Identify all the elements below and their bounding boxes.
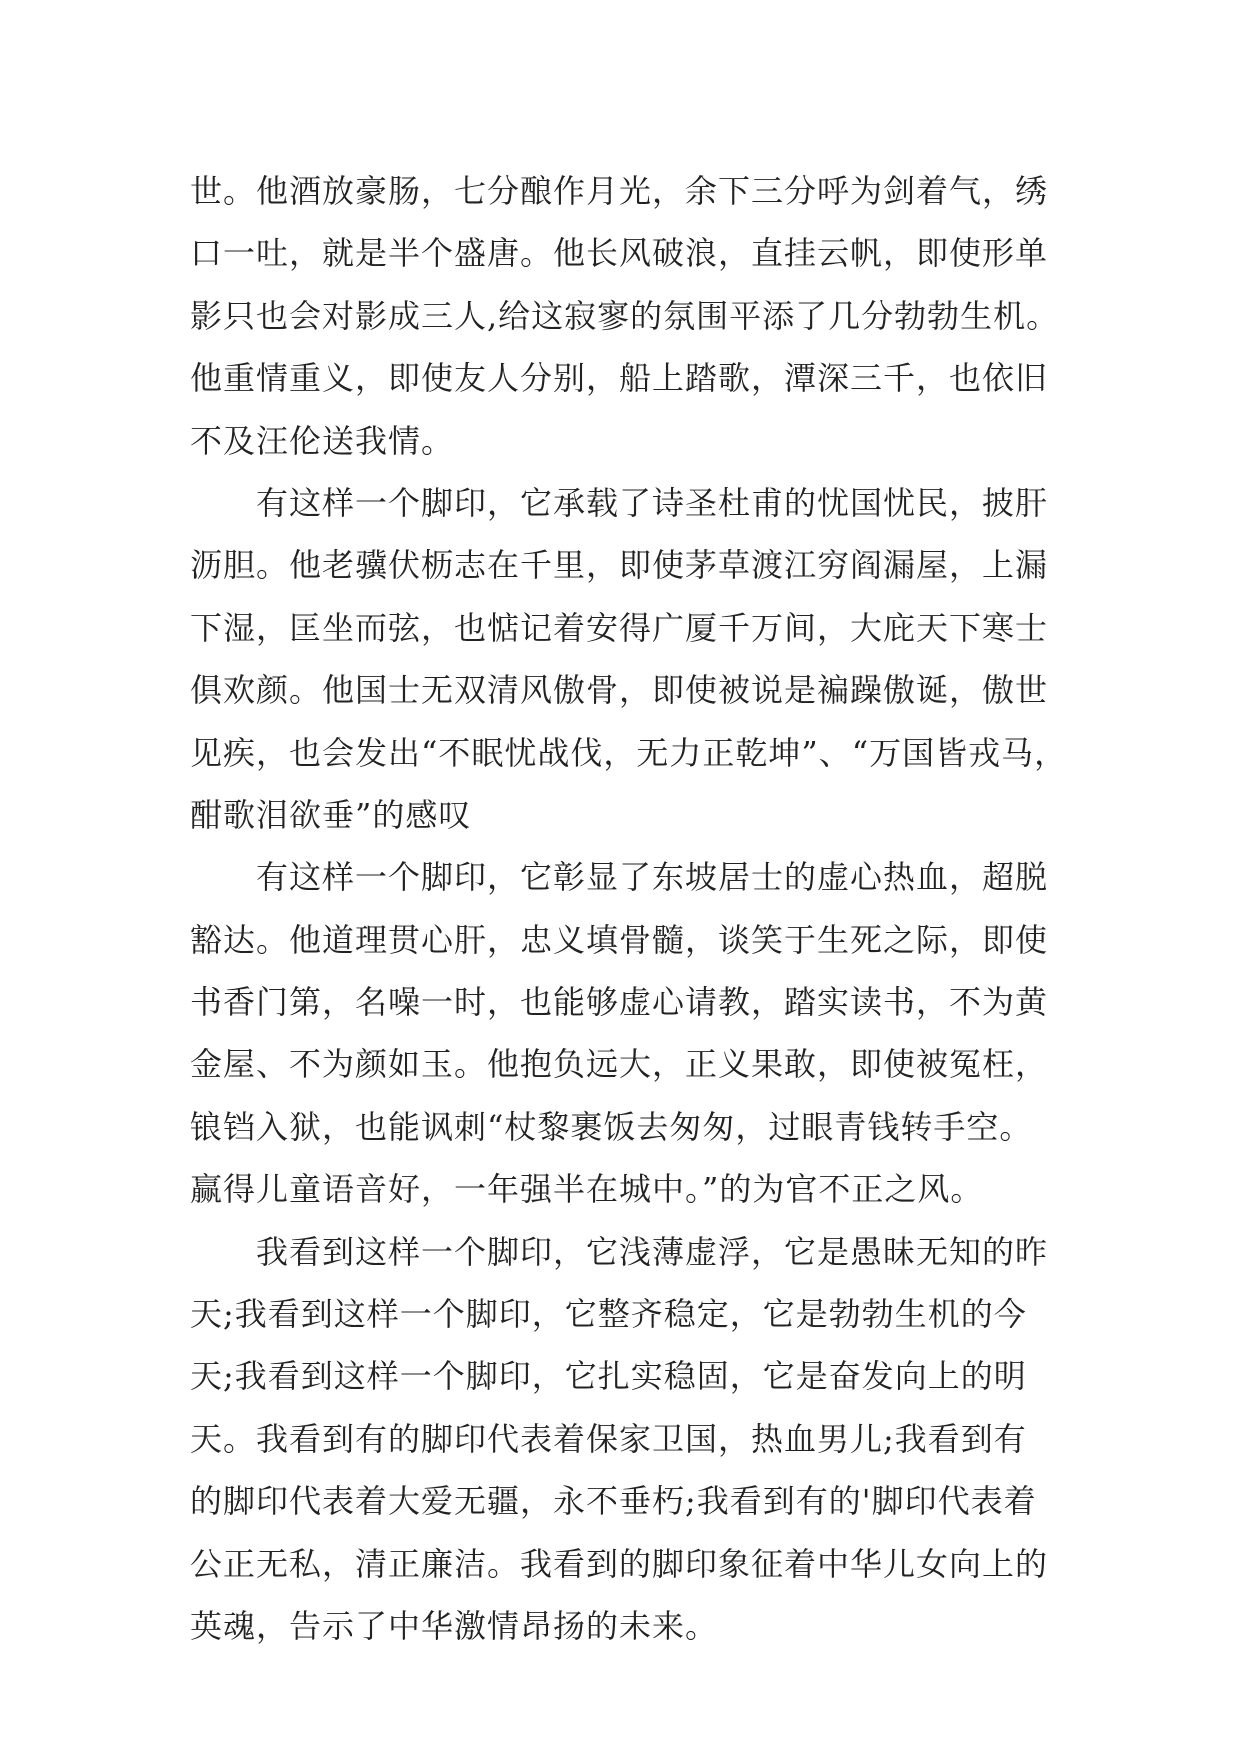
text-line: 锒铛入狱，也能讽刺“杖黎裹饭去匆匆，过眼青钱转手空。 <box>190 1107 1033 1146</box>
text-line: 书香门第，名噪一时，也能够虚心请教，踏实读书，不为黄 <box>190 983 1049 1022</box>
text-line: 公正无私，清正廉洁。我看到的脚印象征着中华儿女向上的 <box>190 1544 1049 1583</box>
text-line: 酣歌泪欲垂”的感叹 <box>190 795 472 834</box>
text-line: 影只也会对影成三人,给这寂寥的氛围平添了几分勃勃生机。 <box>190 296 1060 335</box>
text-line: 的脚印代表着大爱无疆，永不垂朽;我看到有的'脚印代表着 <box>190 1482 1037 1521</box>
text-line: 不及汪伦送我情。 <box>190 421 455 460</box>
text-line: 赢得儿童语音好，一年强半在城中。”的为官不正之风。 <box>190 1170 984 1209</box>
text-line: 世。他酒放豪肠，七分酿作月光，余下三分呼为剑着气，绣 <box>190 172 1049 210</box>
text-line: 沥胆。他老骥伏枥志在千里，即使茅草渡江穷阎漏屋，上漏 <box>190 546 1049 585</box>
text-line: 口一吐，就是半个盛唐。他长风破浪，直挂云帆，即使形单 <box>190 234 1049 273</box>
text-line: 他重情重义，即使友人分别，船上踏歌，潭深三千，也依旧 <box>190 359 1049 398</box>
text-line: 英魂，告示了中华激情昂扬的未来。 <box>190 1606 719 1645</box>
paragraph-first-line: 有这样一个脚印，它彰显了东坡居士的虚心热血，超脱 <box>256 858 1049 897</box>
text-line: 天;我看到这样一个脚印，它整齐稳定，它是勃勃生机的今 <box>190 1295 1027 1334</box>
text-line: 天。我看到有的脚印代表着保家卫国，热血男儿;我看到有 <box>190 1419 1027 1458</box>
text-line: 天;我看到这样一个脚印，它扎实稳固，它是奋发向上的明 <box>190 1357 1027 1396</box>
text-line: 见疾，也会发出“不眠忧战伐，无力正乾坤”、“万国皆戎马， <box>190 733 1068 772</box>
paragraph-first-line: 有这样一个脚印，它承载了诗圣杜甫的忧国忧民，披肝 <box>256 483 1049 522</box>
text-line: 豁达。他道理贯心肝，忠义填骨髓，谈笑于生死之际，即使 <box>190 920 1049 959</box>
paragraph-first-line: 我看到这样一个脚印，它浅薄虚浮，它是愚昧无知的昨 <box>256 1232 1049 1271</box>
text-line: 金屋、不为颜如玉。他抱负远大，正义果敢，即使被冤枉， <box>190 1045 1049 1084</box>
document-body <box>190 160 1090 1657</box>
text-line: 俱欢颜。他国士无双清风傲骨，即使被说是褊躁傲诞，傲世 <box>190 671 1049 710</box>
text-line: 下湿，匡坐而弦，也惦记着安得广厦千万间，大庇天下寒士 <box>190 608 1049 647</box>
